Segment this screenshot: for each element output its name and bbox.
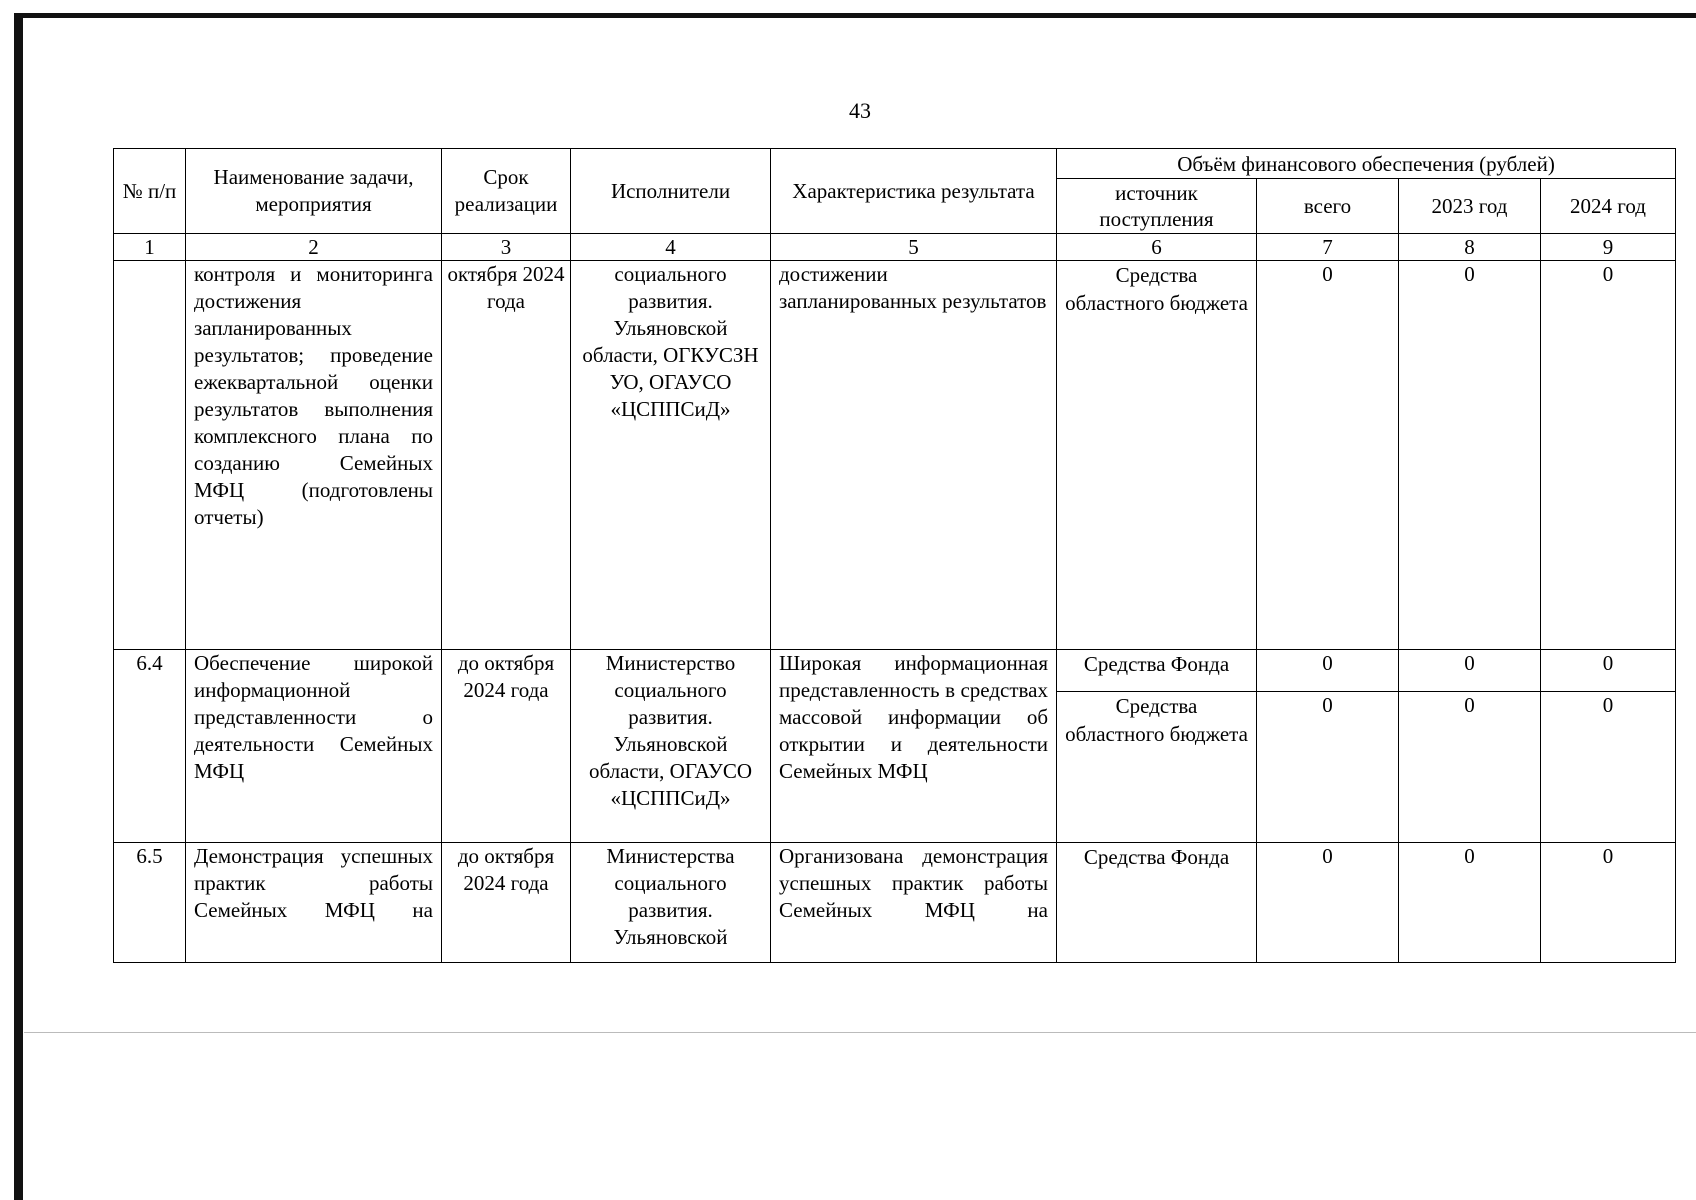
header-deadline: Срок реализации [442, 149, 571, 234]
row-source: Средства областного бюджета [1057, 261, 1257, 650]
scan-margin [0, 0, 1696, 14]
scan-left-border [14, 13, 23, 1200]
page-number: 43 [849, 98, 871, 123]
column-number: 3 [442, 234, 571, 261]
plan-table [113, 148, 1676, 963]
row-task: Обеспечение широкой информационной представленности о деятельности Семейных МФЦ [186, 650, 442, 843]
scan-artifact-line [24, 1032, 1696, 1033]
row-total: 0 [1257, 261, 1399, 650]
header-executors: Исполнители [571, 149, 771, 234]
row-task: контроля и мониторинга достижения запланированных результатов; проведение ежеквартальной оценки результатов выполнения комплексного плана по созданию Семейных МФЦ (подготовлены отчеты) [186, 261, 442, 650]
row-2023: 0 [1399, 650, 1541, 692]
row-total: 0 [1257, 692, 1399, 843]
row-2023: 0 [1399, 692, 1541, 843]
row-2024: 0 [1541, 843, 1676, 963]
row-deadline: октября 2024 года [442, 261, 571, 650]
column-number: 4 [571, 234, 771, 261]
row-2024: 0 [1541, 650, 1676, 692]
column-number: 6 [1057, 234, 1257, 261]
column-number: 5 [771, 234, 1057, 261]
row-source: Средства Фонда [1057, 650, 1257, 692]
row-number [114, 261, 186, 650]
row-executors: Министерство социального развития. Ульяновской области, ОГАУСО «ЦСППСиД» [571, 650, 771, 843]
table-header-row [114, 149, 1676, 179]
table-row [114, 261, 1676, 650]
row-result: достижении запланированных результатов [771, 261, 1057, 650]
row-executors: Министерства социального развития. Ульяновской [571, 843, 771, 963]
row-number: 6.4 [114, 650, 186, 843]
row-deadline: до октября 2024 года [442, 650, 571, 843]
table-row [114, 843, 1676, 963]
column-number: 8 [1399, 234, 1541, 261]
row-result: Широкая информационная представленность в средствах массовой информации об открытии и деятельности Семейных МФЦ [771, 650, 1057, 843]
header-result: Характеристика результата [771, 149, 1057, 234]
header-source: источник поступления [1057, 179, 1257, 234]
header-2024: 2024 год [1541, 179, 1676, 234]
row-result: Организована демонстрация успешных практик работы Семейных МФЦ на [771, 843, 1057, 963]
column-number: 1 [114, 234, 186, 261]
row-total: 0 [1257, 650, 1399, 692]
scan-top-border [14, 13, 1696, 18]
header-2023: 2023 год [1399, 179, 1541, 234]
row-executors: социального развития. Ульяновской области, ОГКУСЗН УО, ОГАУСО «ЦСППСиД» [571, 261, 771, 650]
column-numbers-row [114, 234, 1676, 261]
row-deadline: до октября 2024 года [442, 843, 571, 963]
header-task: Наименование задачи, мероприятия [186, 149, 442, 234]
row-task: Демонстрация успешных практик работы Семейных МФЦ на [186, 843, 442, 963]
row-number: 6.5 [114, 843, 186, 963]
row-2024: 0 [1541, 692, 1676, 843]
table-row [114, 650, 1676, 692]
row-2024: 0 [1541, 261, 1676, 650]
row-2023: 0 [1399, 261, 1541, 650]
column-number: 2 [186, 234, 442, 261]
row-source: Средства областного бюджета [1057, 692, 1257, 843]
column-number: 7 [1257, 234, 1399, 261]
row-2023: 0 [1399, 843, 1541, 963]
column-number: 9 [1541, 234, 1676, 261]
row-total: 0 [1257, 843, 1399, 963]
row-source: Средства Фонда [1057, 843, 1257, 963]
header-finance-group: Объём финансового обеспечения (рублей) [1057, 149, 1676, 179]
header-total: всего [1257, 179, 1399, 234]
header-number: № п/п [114, 149, 186, 234]
